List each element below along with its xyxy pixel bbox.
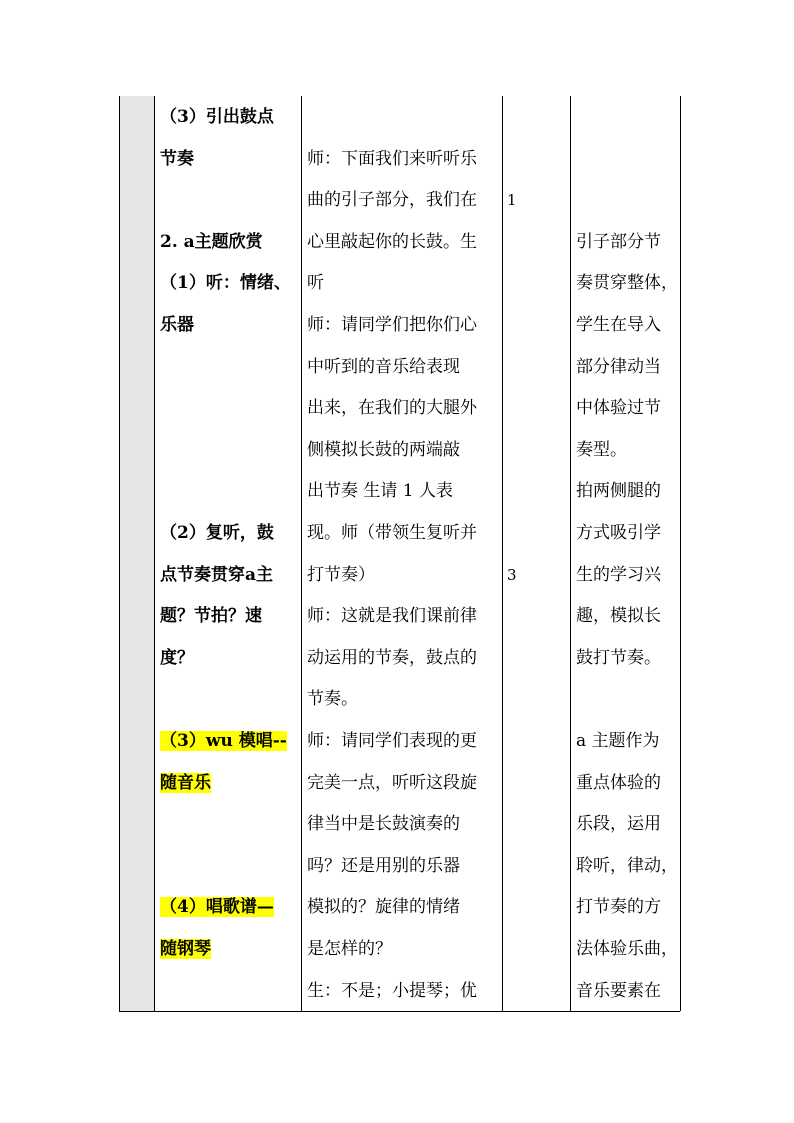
activity-line: 动运用的节奏，鼓点的 — [307, 647, 477, 668]
activity-line: 师：下面我们来听听乐 — [307, 148, 477, 169]
activity-line: 吗？还是用别的乐器 — [307, 855, 460, 876]
activity-line: 侧模拟长鼓的两端敲 — [307, 439, 460, 460]
step-line: （3）引出鼓点 — [160, 107, 274, 127]
step-line: （2）复听，鼓 — [160, 523, 274, 543]
note-line: 奏贯穿整体， — [576, 273, 678, 294]
activity-line: 现。师（带领生复听并 — [307, 523, 477, 543]
activity-line: 完美一点，听听这段旋 — [307, 772, 477, 793]
note-line: 鼓打节奏。 — [576, 647, 661, 668]
table-divider-4 — [570, 96, 571, 1011]
activity-line: 是怎样的？ — [307, 939, 392, 959]
step-line: （1）听：情绪、 — [160, 273, 291, 294]
activity-line: 曲的引子部分，我们在 — [307, 190, 477, 211]
step-line: 节奏 — [160, 148, 194, 169]
activity-line: 打节奏） — [307, 564, 375, 585]
note-line: 中体验过节 — [576, 398, 661, 419]
note-line: 重点体验的 — [576, 772, 661, 793]
activity-line: 出来，在我们的大腿外 — [307, 398, 477, 419]
step-line: 度？ — [160, 647, 194, 668]
shaded-first-column — [120, 96, 154, 1011]
note-line: 方式吸引学 — [576, 523, 661, 543]
step-line: 乐器 — [160, 315, 194, 335]
note-line: 法体验乐曲， — [576, 939, 678, 959]
step-line: 2. a主题欣赏 — [160, 231, 263, 252]
table-border-left — [119, 96, 120, 1011]
note-line: 引子部分节 — [576, 231, 661, 252]
step-line: （4）唱歌谱— — [160, 897, 274, 918]
activity-line: 律当中是长鼓演奏的 — [307, 814, 460, 835]
note-line: 趣，模拟长 — [576, 606, 661, 627]
activity-line: 出节奏 生请 1 人表 — [307, 481, 454, 502]
table-divider-3 — [502, 96, 503, 1011]
table-divider-1 — [154, 96, 155, 1011]
note-line: 生的学习兴 — [576, 564, 661, 585]
step-line: 题？节拍？速 — [160, 606, 262, 627]
note-line: 学生在导入 — [576, 315, 661, 335]
activity-line: 师：这就是我们课前律 — [307, 606, 477, 627]
table-divider-2 — [301, 96, 302, 1011]
note-line: a 主题作为 — [576, 731, 660, 751]
activity-line: 节奏。 — [307, 689, 358, 710]
table-border-right — [680, 96, 681, 1011]
activity-line: 心里敲起你的长鼓。生 — [307, 231, 477, 252]
activity-line: 生：不是；小提琴；优 — [307, 980, 477, 1001]
activity-line: 师：请同学们把你们心 — [307, 315, 477, 335]
time-value-1: 1 — [507, 191, 517, 209]
note-line: 拍两侧腿的 — [576, 481, 661, 502]
step-line: 随音乐 — [160, 772, 211, 793]
note-line: 奏型。 — [576, 439, 627, 460]
table-bottom-border — [119, 1011, 680, 1012]
note-line: 音乐要素在 — [576, 980, 661, 1001]
time-value-2: 3 — [507, 566, 517, 584]
activity-line: 听 — [307, 273, 324, 294]
step-line: 点节奏贯穿a主 — [160, 564, 274, 585]
note-line: 打节奏的方 — [576, 897, 661, 918]
step-line: （3）wu 模唱-- — [160, 731, 287, 751]
activity-line: 师：请同学们表现的更 — [307, 731, 477, 751]
step-line: 随钢琴 — [160, 939, 211, 959]
activity-line: 中听到的音乐给表现 — [307, 356, 460, 377]
note-line: 聆听，律动， — [576, 855, 678, 876]
note-line: 乐段，运用 — [576, 814, 661, 835]
note-line: 部分律动当 — [576, 356, 661, 377]
activity-line: 模拟的？旋律的情绪 — [307, 897, 460, 918]
